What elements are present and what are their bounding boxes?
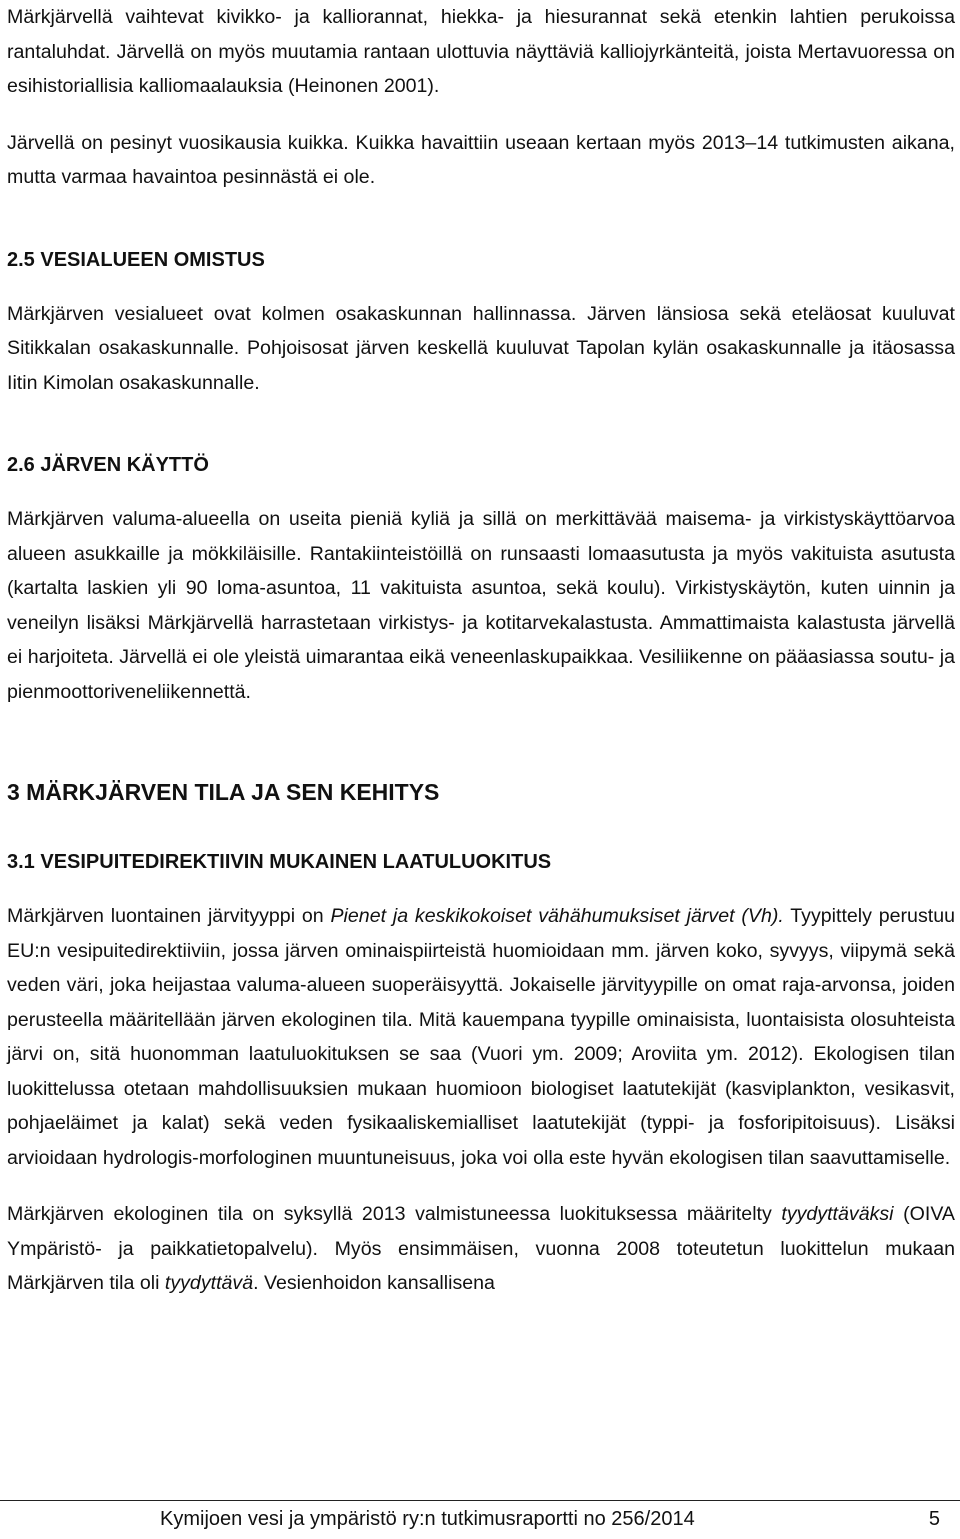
- page-footer: [0, 1500, 960, 1537]
- status-term-2: tyydyttävä: [164, 1272, 254, 1294]
- paragraph-usage: Märkjärven valuma-alueella on useita pieniä kyliä ja sillä on merkittävää maisema- ja virkistyskäyttöarvoa alueen asukkaille ja mökkiläisille. Rantakiinteistöillä on runsaasti lomaasutusta ja myös vakituista asutusta (kartalta laskien yli 90 loma-asuntoa, 11 vakituista asuntoa, sekä koulu). Virkistyskäytön, kuten uinnin ja veneilyn lisäksi Märkjärvellä harrastetaan virkistys- ja kotitarvekalastusta. Ammattimaista kalastusta järvellä ei harjoiteta. Järvellä ei ole yleistä uimarantaa eikä veneenlaskupaikkaa. Vesiliikenne on pääasiassa soutu- ja pienmoottoriveneliikennettä.: [7, 508, 955, 703]
- page-number: 5: [928, 1508, 940, 1530]
- lake-type-name: Pienet ja keskikokoiset vähähumuksiset järvet (Vh).: [330, 905, 784, 927]
- status-term-1: tyydyttäväksi: [781, 1203, 894, 1225]
- lake-type-intro: Märkjärven luontainen järvityyppi on: [7, 905, 331, 927]
- lake-type-rest: Tyypittely perustuu EU:n vesipuitedirektiiviin, jossa järven ominaispiirteistä huomioidaan mm. järven koko, syvyys, viipymä sekä veden väri, joka heijastaa valuma-alueen suoperäisyyttä. Jokaiselle järvityypille on omat raja-arvonsa, joiden perusteella määritellään järven ekologinen tila. Mitä kauempana tyypille ominaisista, luontaisista olosuhteista järvi on, sitä huonomman laatuluokituksen se saa (Vuori ym. 2009; Aroviita ym. 2012). Ekologisen tilan luokittelussa otetaan mahdollisuuksien mukaan huomioon biologiset laatutekijät (kasviplankton, vesikasvit, pohjaeläimet ja kalat) sekä veden fysikaaliskemialliset laatutekijät (typpi- ja fosforipitoisuus). Lisäksi arvioidaan hydrologis-morfologinen muuntuneisuus, joka voi olla este hyvän ekologisen tilan saavuttamiselle.: [7, 905, 955, 1169]
- footer-text: Kymijoen vesi ja ympäristö ry:n tutkimusraportti no 256/2014: [160, 1508, 695, 1530]
- heading-3: 3 MÄRKJÄRVEN TILA JA SEN KEHITYS: [7, 779, 440, 805]
- status-intro: Märkjärven ekologinen tila on syksyllä 2013 valmistuneessa luokituksessa määritelty: [7, 1203, 782, 1225]
- paragraph-loon: Järvellä on pesinyt vuosikausia kuikka. Kuikka havaittiin useaan kertaan myös 2013–14 tutkimusten aikana, mutta varmaa havaintoa pesinnästä ei ole.: [7, 131, 955, 188]
- heading-3-1: 3.1 VESIPUITEDIREKTIIVIN MUKAINEN LAATULUOKITUS: [7, 851, 552, 873]
- paragraph-lake-type: [7, 899, 955, 1175]
- status-end: . Vesienhoidon kansallisena: [253, 1272, 495, 1294]
- status-middle: (OIVA Ympäristö- ja paikkatietopalvelu). Myös ensimmäisen, vuonna 2008 toteutetun luokittelun mukaan Märkjärven tila oli: [7, 1203, 956, 1294]
- document-page: [7, 0, 955, 1301]
- paragraph-shores: Märkjärvellä vaihtevat kivikko- ja kalliorannat, hiekka- ja hiesurannat sekä etenkin lahtien perukoissa rantaluhdat. Järvellä on myös muutamia rantaan ulottuvia näyttäviä kalliojyrkänteitä, joista Mertavuoressa on esihistoriallisia kalliomaalauksia (Heinonen 2001).: [7, 6, 955, 97]
- heading-2-5: 2.5 VESIALUEEN OMISTUS: [7, 248, 265, 271]
- paragraph-ecological-status: [7, 1197, 955, 1301]
- heading-2-6: 2.6 JÄRVEN KÄYTTÖ: [7, 454, 209, 476]
- paragraph-ownership: Märkjärven vesialueet ovat kolmen osakaskunnan hallinnassa. Järven länsiosa sekä eteläosat kuuluvat Sitikkalan osakaskunnalle. Pohjoisosat järven keskellä kuuluvat Tapolan kylän osakaskunnalle ja itäosassa Iitin Kimolan osakaskunnalle.: [7, 302, 955, 394]
